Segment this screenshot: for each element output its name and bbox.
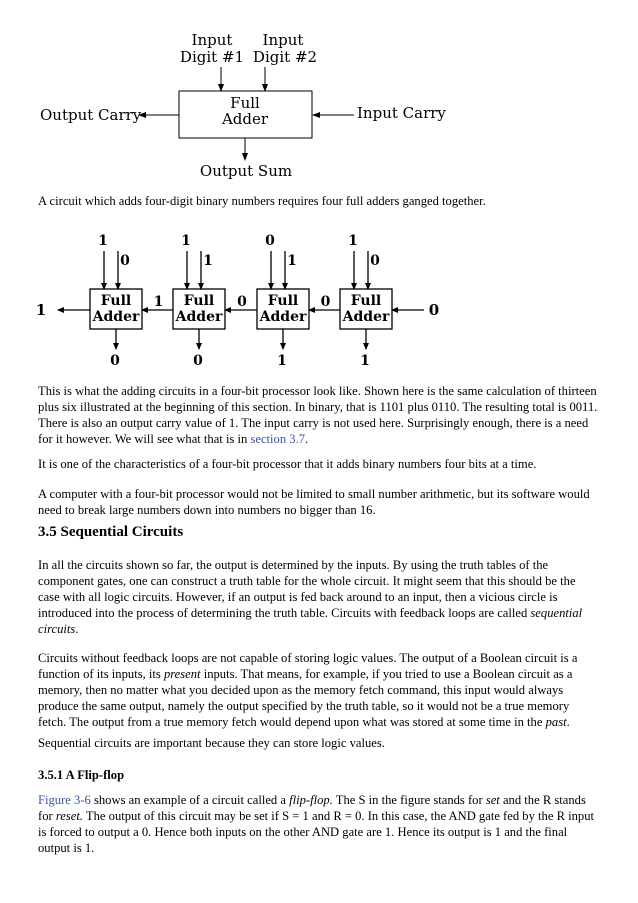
carry-digit-3: 0 xyxy=(320,294,331,310)
adder-label-1: Full xyxy=(100,293,132,309)
input-digit-2-label: Input xyxy=(262,31,304,49)
full-adder-diagram xyxy=(0,0,638,185)
para-sequential-important: Sequential circuits are important because they can store logic values. xyxy=(38,736,385,750)
input-digit-1-label: Input xyxy=(191,31,233,49)
output-carry-label: Output Carry xyxy=(40,106,142,124)
sum-digit-4: 1 xyxy=(360,353,370,369)
carry-out-left: 1 xyxy=(35,301,47,319)
full-adder-label-2: Adder xyxy=(221,110,269,128)
input-a-digit-4: 1 xyxy=(348,233,358,249)
heading-flip-flop: 3.5.1 A Flip-flop xyxy=(38,768,125,782)
para-four-bit-processor: This is what the adding circuits in a four-bit processor look like. Shown here is the same calculation of thirteen plus six illustrated at the beginning of this section. In binary, that is 1101 plus 0110. The resulting total is 0011. There is also an output carry value of 1. The input carry is not used here. Surprisingly enough, there is a need for it however. We will see what that is in section 3.7. xyxy=(38,384,598,446)
input-digit-1-label-2: Digit #1 xyxy=(179,48,245,66)
adder-label-4: Full xyxy=(350,293,382,309)
adder-label-3: Full xyxy=(267,293,299,309)
adder-label-2: Full xyxy=(183,293,215,309)
sum-digit-2: 0 xyxy=(193,353,203,369)
input-carry-label: Input Carry xyxy=(357,104,446,122)
sum-digit-3: 1 xyxy=(277,353,287,369)
figure-3-6-link[interactable]: Figure 3-6 xyxy=(38,793,91,807)
adder-label-2-4: Adder xyxy=(342,309,390,325)
input-a-digit-1: 1 xyxy=(98,233,108,249)
para-small-number-arithmetic: A computer with a four-bit processor would not be limited to small number arithmetic, but its software would need to break large numbers down into numbers no bigger than 16. xyxy=(38,487,590,517)
para-four-bits-at-a-time: It is one of the characteristics of a four-bit processor that it adds binary numbers four bits at a time. xyxy=(38,457,537,471)
full-adder-label: Full xyxy=(230,94,260,112)
output-sum-label: Output Sum xyxy=(199,162,293,180)
carry-digit-2: 0 xyxy=(237,294,247,310)
input-a-digit-3: 0 xyxy=(265,233,275,249)
sum-digit-1: 0 xyxy=(110,353,120,369)
para-flip-flop: Figure 3-6 shows an example of a circuit called a flip-flop. The S in the figure stands for set and the R stands for reset. The output of this circuit may be set if S = 1 and R = 0. In this case, the AND gate fed by the R input is forced to output a 0. Hence both inputs on the other AND gate are 1. Hence its output is 1 and the final output is 1. xyxy=(38,793,595,855)
input-b-digit-2: 1 xyxy=(203,253,213,269)
para-feedback-loops: In all the circuits shown so far, the output is determined by the inputs. By using the truth tables of the component gates, one can construct a truth table for the whole circuit. It might seem that this should be the case with all logic circuits. However, if an output is fed back around to an input, then a vicious circle is introduced into the process of determining the truth table. Circuits with feedback loops are called sequential circuits. xyxy=(38,558,583,636)
section-3-7-link[interactable]: section 3.7 xyxy=(250,432,306,446)
caption-four-adders: A circuit which adds four-digit binary numbers requires four full adders ganged together. xyxy=(38,194,486,208)
input-b-digit-3: 1 xyxy=(287,253,297,269)
input-a-digit-2: 1 xyxy=(181,233,191,249)
adder-label-2-3: Adder xyxy=(259,309,307,325)
input-b-digit-1: 0 xyxy=(120,253,130,269)
input-b-digit-4: 0 xyxy=(370,253,380,269)
heading-sequential-circuits: 3.5 Sequential Circuits xyxy=(38,524,184,540)
adder-label-2-2: Adder xyxy=(175,309,223,325)
four-bit-adder-diagram xyxy=(0,225,638,375)
adder-label-2-1: Adder xyxy=(92,309,140,325)
carry-digit-1: 1 xyxy=(153,294,164,310)
carry-in-right: 0 xyxy=(428,301,440,319)
input-digit-2-label-2: Digit #2 xyxy=(252,48,318,66)
para-storing-logic-values: Circuits without feedback loops are not capable of storing logic values. The output of a Boolean circuit is a function of its inputs, its present inputs. That means, for example, if you tried to use a Boolean circuit as a memory, then no matter what you decided upon as the memory fetch command, this input would always produce the same output, namely the output specified by the truth table, so it would not be a true memory fetch. The output from a true memory fetch would depend upon what was stored at some time in the past. xyxy=(38,651,578,729)
